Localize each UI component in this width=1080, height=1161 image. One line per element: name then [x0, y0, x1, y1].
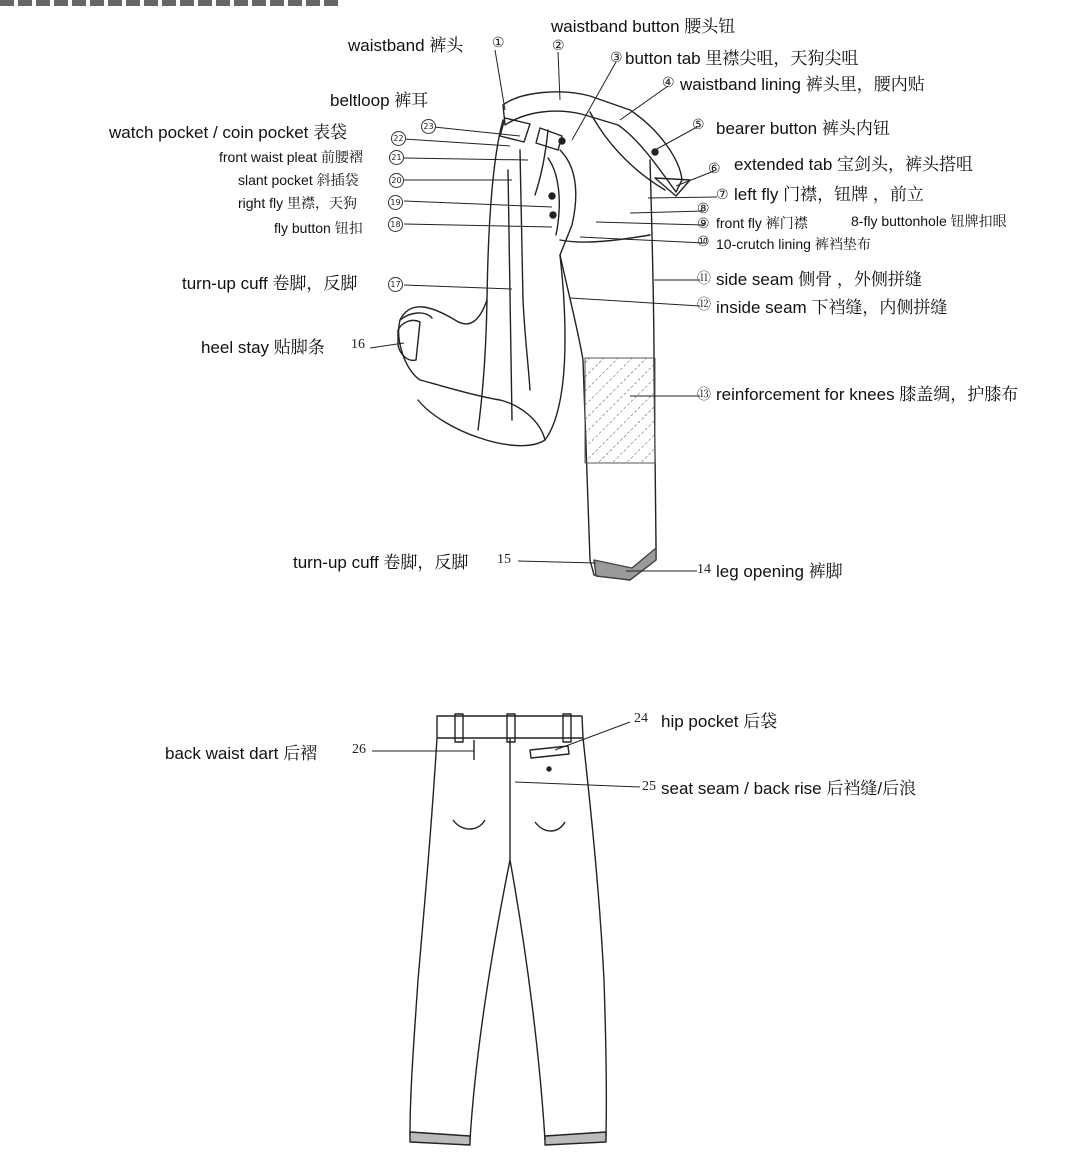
number-17: 17 — [388, 277, 403, 292]
left-leg-outline — [478, 120, 503, 430]
back-left-leg — [410, 738, 510, 1140]
back-hip-pocket — [530, 746, 569, 758]
label-front-waist-pleat: front waist pleat 前腰褶 — [219, 149, 363, 165]
label-turn-up-cuff-upper: turn-up cuff 卷脚，反脚 — [182, 274, 358, 293]
number-1: ① — [492, 36, 505, 51]
back-leaders — [372, 722, 640, 787]
label-crutch-lining: 10-crutch lining 裤裆垫布 — [716, 236, 871, 252]
label-waistband-lining: waistband lining 裤头里，腰内贴 — [680, 75, 925, 94]
label-left-fly: left fly 门襟，钮牌 ，前立 — [734, 185, 924, 204]
label-watch-pocket: watch pocket / coin pocket 表袋 — [109, 123, 348, 142]
label-button-tab: button tab 里襟尖咀，天狗尖咀 — [625, 49, 859, 68]
number-11: ⑪ — [697, 272, 711, 287]
number-22: 22 — [391, 131, 406, 146]
number-18: 18 — [388, 217, 403, 232]
number-8: ⑧ — [697, 202, 710, 217]
number-15: 15 — [497, 552, 511, 567]
number-13: ⑬ — [697, 388, 711, 403]
number-4: ④ — [662, 76, 675, 91]
label-front-fly: front fly 裤门襟 — [716, 215, 808, 231]
label-leg-opening: leg opening 裤脚 — [716, 562, 843, 581]
label-side-seam: side seam 侧骨 ，外侧拼缝 — [716, 270, 922, 289]
number-19: 19 — [388, 195, 403, 210]
label-bearer-button: bearer button 裤头内钮 — [716, 119, 890, 138]
number-6: ⑥ — [708, 162, 721, 177]
back-waistband — [437, 716, 583, 738]
label-extended-tab: extended tab 宝剑头，裤头搭咀 — [734, 155, 974, 174]
number-3: ③ — [610, 51, 623, 66]
number-24: 24 — [634, 711, 648, 726]
front-trousers — [398, 92, 690, 580]
side-seam-right — [650, 160, 656, 545]
number-14: 14 — [697, 562, 711, 577]
number-10: ⑩ — [697, 235, 710, 250]
label-hip-pocket: hip pocket 后袋 — [661, 712, 778, 731]
label-fly-button: fly button 钮扣 — [274, 220, 363, 236]
label-waistband-button: waistband button 腰头钮 — [551, 17, 736, 36]
label-fly-buttonhole: 8-fly buttonhole 钮牌扣眼 — [851, 213, 1007, 229]
number-16: 16 — [351, 337, 365, 352]
number-26: 26 — [352, 742, 366, 757]
number-23: 23 — [421, 119, 436, 134]
label-right-fly: right fly 里襟，天狗 — [238, 195, 358, 211]
label-back-waist-dart: back waist dart 后褶 — [165, 744, 318, 763]
label-inside-seam: inside seam 下裆缝，内侧拼缝 — [716, 298, 948, 317]
label-turn-up-cuff-lower: turn-up cuff 卷脚，反脚 — [293, 553, 469, 572]
label-waistband: waistband 裤头 — [348, 36, 464, 55]
number-12: ⑫ — [697, 298, 711, 313]
number-20: 20 — [389, 173, 404, 188]
label-heel-stay: heel stay 贴脚条 — [201, 338, 325, 357]
number-7: ⑦ — [716, 188, 729, 203]
knee-reinforcement — [585, 358, 655, 463]
label-slant-pocket: slant pocket 斜插袋 — [238, 172, 359, 188]
beltloop-shape — [500, 118, 530, 142]
leg-opening-shading — [594, 548, 656, 580]
number-21: 21 — [389, 150, 404, 165]
number-5: ⑤ — [692, 118, 705, 133]
number-25: 25 — [642, 779, 656, 794]
heel-stay-shape — [398, 320, 420, 360]
label-reinforcement: reinforcement for knees 膝盖绸，护膝布 — [716, 385, 1019, 404]
back-trousers — [410, 714, 606, 1145]
label-seat-seam: seat seam / back rise 后裆缝/后浪 — [661, 779, 917, 798]
number-9: ⑨ — [697, 217, 710, 232]
waistband-shape — [503, 92, 682, 192]
back-right-leg — [510, 738, 606, 1140]
label-beltloop: beltloop 裤耳 — [330, 91, 429, 110]
fly-opening — [560, 150, 576, 255]
number-2: ② — [552, 39, 565, 54]
